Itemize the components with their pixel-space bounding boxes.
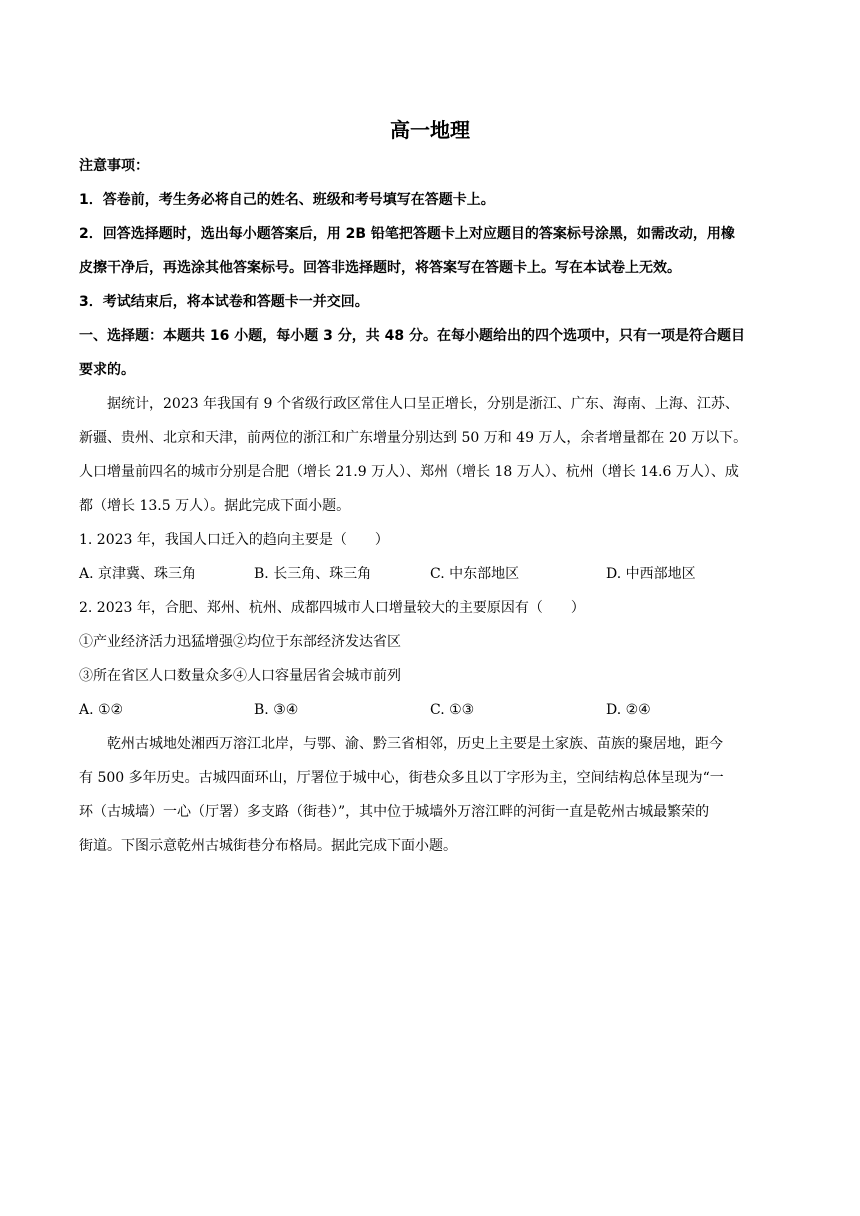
passage-2-line-4: 街道。下图示意乾州古城街巷分布格局。据此完成下面小题。 bbox=[79, 838, 457, 854]
notice-item-3: 3．考试结束后，将本试卷和答题卡一并交回。 bbox=[79, 294, 369, 310]
question-2-option-b: B. ③④ bbox=[254, 702, 299, 718]
question-2-option-a: A. ①② bbox=[79, 702, 124, 718]
notice-item-2-line-1: 2．回答选择题时，选出每小题答案后，用 2B 铅笔把答题卡上对应题目的答案标号涂黑，如需改动，用橡 bbox=[79, 226, 735, 242]
question-2-stem: 2. 2023 年，合肥、郑州、杭州、成都四城市人口增量较大的主要原因有（ ） bbox=[79, 600, 585, 616]
question-1-option-d: D. 中西部地区 bbox=[606, 566, 696, 582]
passage-1-line-2: 新疆、贵州、北京和天津，前两位的浙江和广东增量分别达到 50 万和 49 万人，余者增量都在 20 万以下。 bbox=[79, 430, 748, 446]
question-1-stem: 1. 2023 年，我国人口迁入的趋向主要是（ ） bbox=[79, 532, 389, 548]
question-1-option-b: B. 长三角、珠三角 bbox=[254, 566, 372, 582]
question-2-option-c: C. ①③ bbox=[430, 702, 475, 718]
passage-2-line-1: 乾州古城地处湘西万溶江北岸，与鄂、渝、黔三省相邻，历史上主要是土家族、苗族的聚居地，距今 bbox=[107, 736, 723, 752]
question-2-statements-1: ①产业经济活力迅猛增强②均位于东部经济发达省区 bbox=[79, 634, 401, 650]
passage-2-line-3: 环（古城墙）一心（厅署）多支路（街巷）”，其中位于城墙外万溶江畔的河街一直是乾州古城最繁荣的 bbox=[79, 804, 710, 820]
passage-1-line-3: 人口增量前四名的城市分别是合肥（增长 21.9 万人）、郑州（增长 18 万人）、杭州（增长 14.6 万人）、成 bbox=[79, 464, 739, 480]
section-heading-line-1: 一、选择题：本题共 16 小题，每小题 3 分，共 48 分。在每小题给出的四个选项中，只有一项是符合题目 bbox=[79, 328, 745, 344]
question-2-statements-2: ③所在省区人口数量众多④人口容量居省会城市前列 bbox=[79, 668, 401, 684]
notice-item-1: 1．答卷前，考生务必将自己的姓名、班级和考号填写在答题卡上。 bbox=[79, 192, 495, 208]
question-1-option-a: A. 京津冀、珠三角 bbox=[79, 566, 197, 582]
section-heading-line-2: 要求的。 bbox=[79, 362, 135, 378]
passage-1-line-1: 据统计，2023 年我国有 9 个省级行政区常住人口呈正增长，分别是浙江、广东、海南、上海、江苏、 bbox=[107, 396, 739, 412]
passage-2-line-2: 有 500 多年历史。古城四面环山，厅署位于城中心，街巷众多且以丁字形为主，空间结构总体呈现为“一 bbox=[79, 770, 724, 786]
passage-1-line-4: 都（增长 13.5 万人）。据此完成下面小题。 bbox=[79, 498, 351, 514]
question-2-option-d: D. ②④ bbox=[606, 702, 651, 718]
notice-item-2-line-2: 皮擦干净后，再选涂其他答案标号。回答非选择题时，将答案写在答题卡上。写在本试卷上无效。 bbox=[79, 260, 681, 276]
notice-heading: 注意事项： bbox=[79, 158, 149, 174]
question-1-option-c: C. 中东部地区 bbox=[430, 566, 520, 582]
page-title: 高一地理 bbox=[390, 118, 470, 142]
